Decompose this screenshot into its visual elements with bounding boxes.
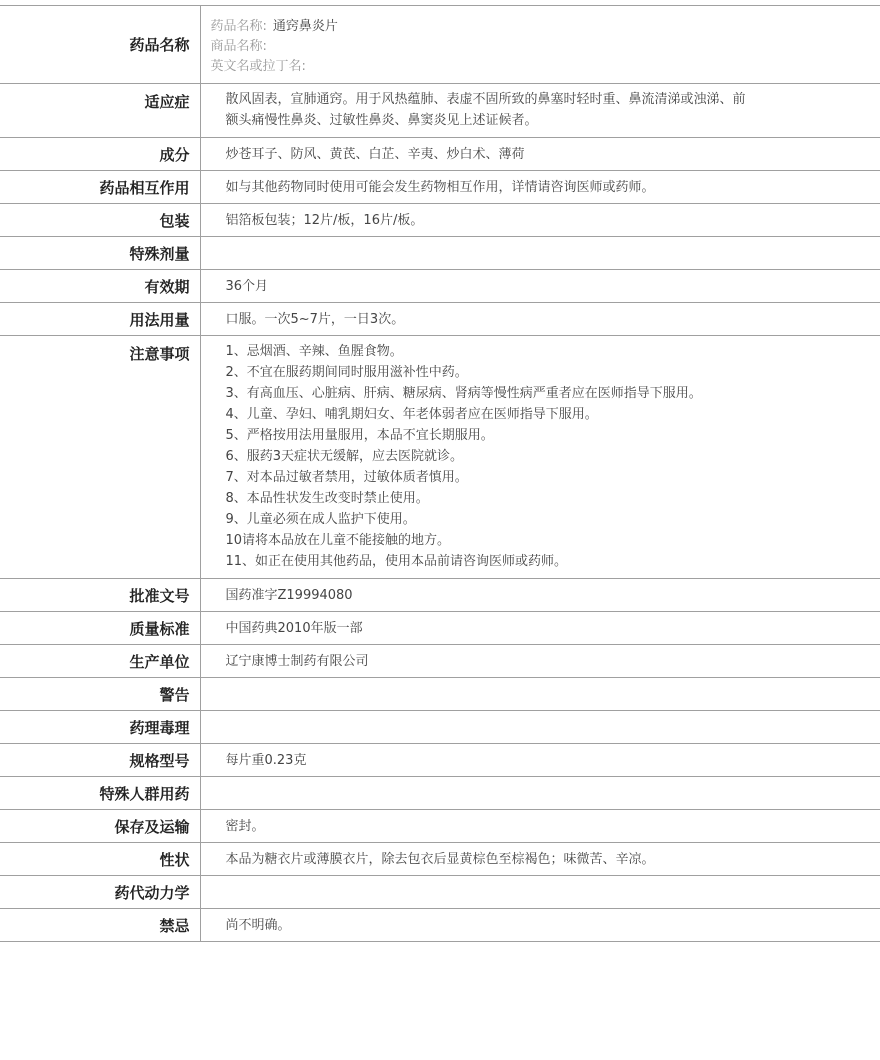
generic-name-line: [211, 17, 880, 37]
interactions-value: 如与其他药物同时使用可能会发生药物相互作用，详情请咨询医师或药师。: [200, 171, 880, 204]
precaution-item: 6、服药3天症状无缓解，应去医院就诊。: [225, 449, 464, 464]
special-population-value: [200, 777, 880, 810]
drug-names-cell: [200, 6, 880, 84]
label-approval: 批准文号: [0, 579, 200, 612]
warning-value: [200, 678, 880, 711]
row-special-dosage: [0, 237, 880, 270]
drug-spec-table: [0, 5, 880, 942]
row-pharmacology: [0, 711, 880, 744]
trade-name-key: 商品名称:: [210, 38, 267, 54]
precaution-item: 3、有高血压、心脏病、肝病、糖尿病、肾病等慢性病严重者应在医师指导下服用。: [225, 386, 702, 401]
row-warning: [0, 678, 880, 711]
pharmacology-value: [200, 711, 880, 744]
precautions-cell: [200, 336, 880, 579]
usage-value: 口服。一次5~7片，一日3次。: [200, 303, 880, 336]
label-ingredients: 成分: [0, 138, 200, 171]
precaution-item: 7、对本品过敏者禁用，过敏体质者慎用。: [225, 470, 468, 485]
generic-name-key: 药品名称:: [210, 18, 267, 34]
row-package: [0, 204, 880, 237]
trade-name-line: [211, 37, 880, 57]
row-indications: [0, 84, 880, 138]
row-drug-names: [0, 6, 880, 84]
precaution-item: 11、如正在使用其他药品，使用本品前请咨询医师或药师。: [225, 554, 568, 569]
label-validity: 有效期: [0, 270, 200, 303]
english-name-key: 英文名或拉丁名:: [210, 58, 306, 74]
row-precautions: [0, 336, 880, 579]
row-contraindications: [0, 909, 880, 942]
validity-value: 36个月: [200, 270, 880, 303]
label-precautions: 注意事项: [0, 336, 200, 579]
precaution-item: 8、本品性状发生改变时禁止使用。: [225, 491, 429, 506]
label-description: 性状: [0, 843, 200, 876]
approval-value: 国药准字Z19994080: [200, 579, 880, 612]
row-manufacturer: [0, 645, 880, 678]
row-approval: [0, 579, 880, 612]
quality-standard-value: 中国药典2010年版一部: [200, 612, 880, 645]
label-package: 包装: [0, 204, 200, 237]
storage-value: 密封。: [200, 810, 880, 843]
label-storage: 保存及运输: [0, 810, 200, 843]
label-indications: 适应症: [0, 84, 200, 138]
label-manufacturer: 生产单位: [0, 645, 200, 678]
label-special-dosage: 特殊剂量: [0, 237, 200, 270]
package-value: 铝箔板包装；12片/板，16片/板。: [200, 204, 880, 237]
precaution-item: 5、严格按用法用量服用，本品不宜长期服用。: [225, 428, 494, 443]
pharmacokinetics-value: [200, 876, 880, 909]
label-usage: 用法用量: [0, 303, 200, 336]
label-warning: 警告: [0, 678, 200, 711]
label-special-population: 特殊人群用药: [0, 777, 200, 810]
row-description: [0, 843, 880, 876]
manufacturer-value: 辽宁康博士制药有限公司: [200, 645, 880, 678]
label-quality-standard: 质量标准: [0, 612, 200, 645]
precaution-item: 4、儿童、孕妇、哺乳期妇女、年老体弱者应在医师指导下服用。: [225, 407, 598, 422]
label-drug-names: 药品名称: [0, 6, 200, 84]
generic-name-value: 通窍鼻炎片: [272, 18, 338, 34]
ingredients-value: 炒苍耳子、防风、黄芪、白芷、辛夷、炒白术、薄荷: [200, 138, 880, 171]
precaution-item: 9、儿童必须在成人监护下使用。: [225, 512, 416, 527]
row-pharmacokinetics: [0, 876, 880, 909]
row-ingredients: [0, 138, 880, 171]
label-specification: 规格型号: [0, 744, 200, 777]
description-value: 本品为糖衣片或薄膜衣片，除去包衣后显黄棕色至棕褐色；味微苦、辛凉。: [200, 843, 880, 876]
row-special-population: [0, 777, 880, 810]
contraindications-value: 尚不明确。: [200, 909, 880, 942]
row-usage: [0, 303, 880, 336]
indications-line: 额头痛慢性鼻炎、过敏性鼻炎、鼻窦炎见上述证候者。: [225, 113, 538, 128]
precaution-item: 2、不宜在服药期间同时服用滋补性中药。: [225, 365, 468, 380]
row-validity: [0, 270, 880, 303]
row-interactions: [0, 171, 880, 204]
special-dosage-value: [200, 237, 880, 270]
specification-value: 每片重0.23克: [200, 744, 880, 777]
row-quality-standard: [0, 612, 880, 645]
english-name-line: [211, 57, 880, 77]
precaution-item: 10请将本品放在儿童不能接触的地方。: [225, 533, 451, 548]
label-pharmacology: 药理毒理: [0, 711, 200, 744]
indications-cell: [200, 84, 880, 138]
label-contraindications: 禁忌: [0, 909, 200, 942]
row-specification: [0, 744, 880, 777]
label-pharmacokinetics: 药代动力学: [0, 876, 200, 909]
row-storage: [0, 810, 880, 843]
label-interactions: 药品相互作用: [0, 171, 200, 204]
indications-line: 散风固表，宣肺通窍。用于风热蕴肺、表虚不固所致的鼻塞时轻时重、鼻流清涕或浊涕、前: [225, 92, 746, 107]
precaution-item: 1、忌烟酒、辛辣、鱼腥食物。: [225, 344, 403, 359]
